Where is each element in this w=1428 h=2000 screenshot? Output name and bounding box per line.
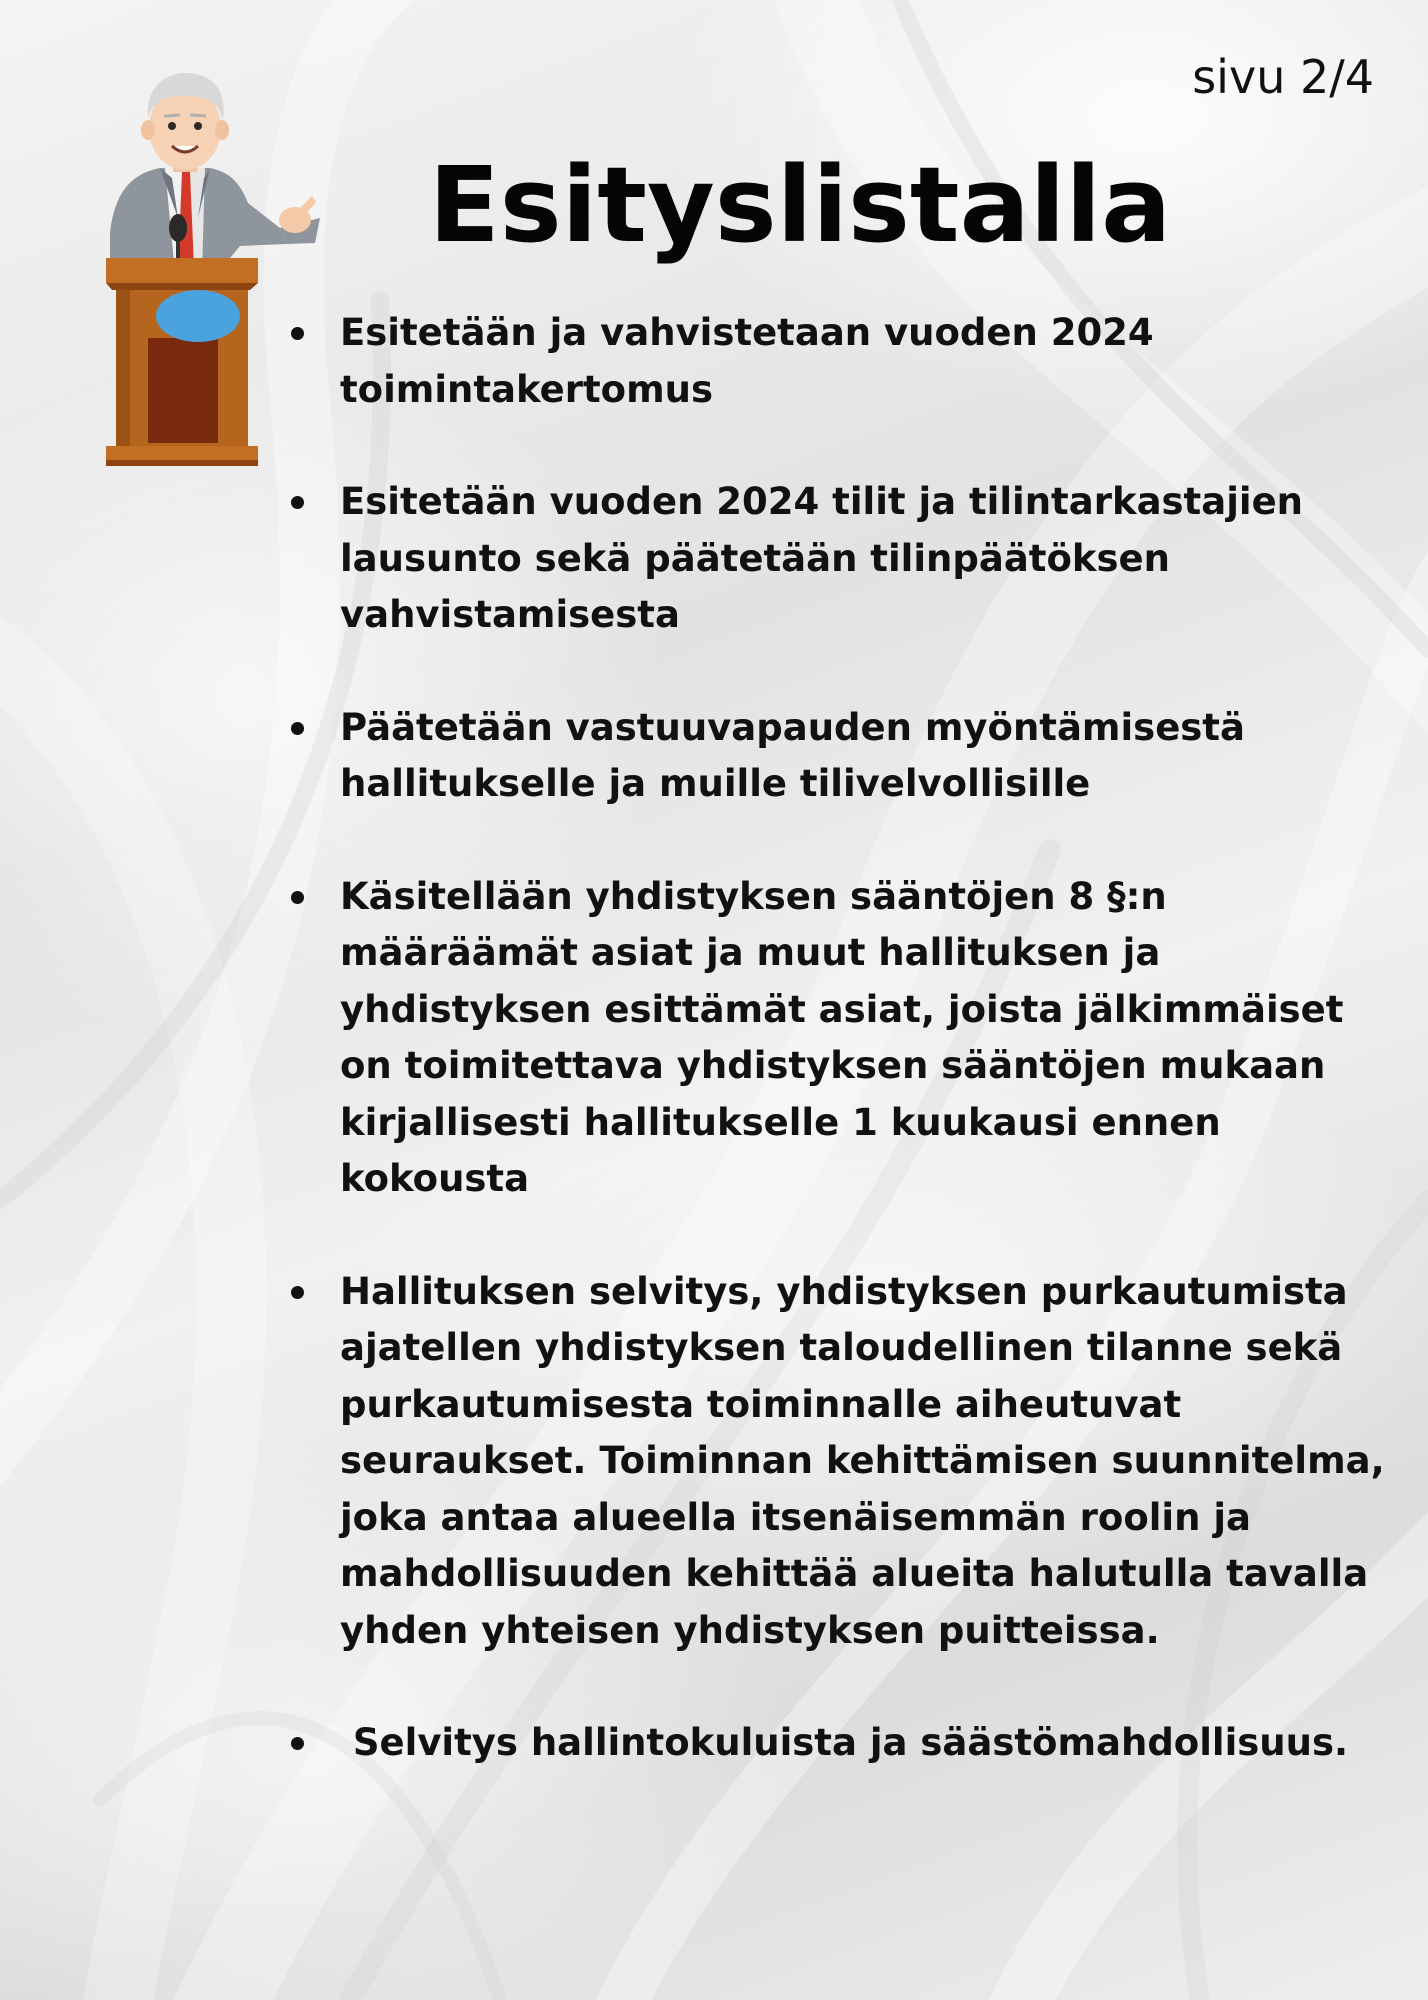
bullet-dot-icon bbox=[291, 327, 304, 340]
agenda-item-text: Esitetään vuoden 2024 tilit ja tilintarkastajien lausunto sekä päätetään tilinpäätöksen vahvistamisesta bbox=[340, 480, 1304, 636]
agenda-item-text: Käsitellään yhdistyksen sääntöjen 8 §:n määräämät asiat ja muut hallituksen ja yhdistyksen esittämät asiat, joista jälkimmäiset on toimitettava yhdistyksen sääntöjen mukaan kirjallisesti hallitukselle 1 kuukausi ennen kokousta bbox=[340, 874, 1344, 1200]
agenda-item bbox=[285, 474, 1405, 644]
agenda-item-text: Päätetään vastuuvapauden myöntämisestä hallitukselle ja muille tilivelvollisille bbox=[340, 705, 1245, 805]
page-number: sivu 2/4 bbox=[1192, 50, 1374, 104]
agenda-item bbox=[285, 700, 1405, 813]
agenda-item-text: Hallituksen selvitys, yhdistyksen purkautumista ajatellen yhdistyksen taloudellinen tilanne sekä purkautumisesta toiminnalle aiheutuvat seuraukset. Toiminnan kehittämisen suunnitelma, joka antaa alueella itsenäisemmän roolin ja mahdollisuuden kehittää alueita halutulla tavalla yhden yhteisen yhdistyksen puitteissa. bbox=[340, 1269, 1385, 1652]
agenda-item bbox=[285, 869, 1405, 1208]
bullet-dot-icon bbox=[291, 496, 304, 509]
bullet-dot-icon bbox=[291, 1286, 304, 1299]
agenda-list bbox=[285, 305, 1405, 1828]
agenda-item bbox=[285, 305, 1405, 418]
agenda-item-text: Selvitys hallintokuluista ja säästömahdollisuus. bbox=[340, 1721, 1349, 1764]
agenda-item-text: Esitetään ja vahvistetaan vuoden 2024 toimintakertomus bbox=[340, 311, 1154, 411]
agenda-item bbox=[285, 1264, 1405, 1660]
agenda-item bbox=[285, 1715, 1405, 1772]
bullet-dot-icon bbox=[291, 1737, 304, 1750]
page-title: Esityslistalla bbox=[428, 144, 1172, 266]
bullet-dot-icon bbox=[291, 722, 304, 735]
bullet-dot-icon bbox=[291, 891, 304, 904]
